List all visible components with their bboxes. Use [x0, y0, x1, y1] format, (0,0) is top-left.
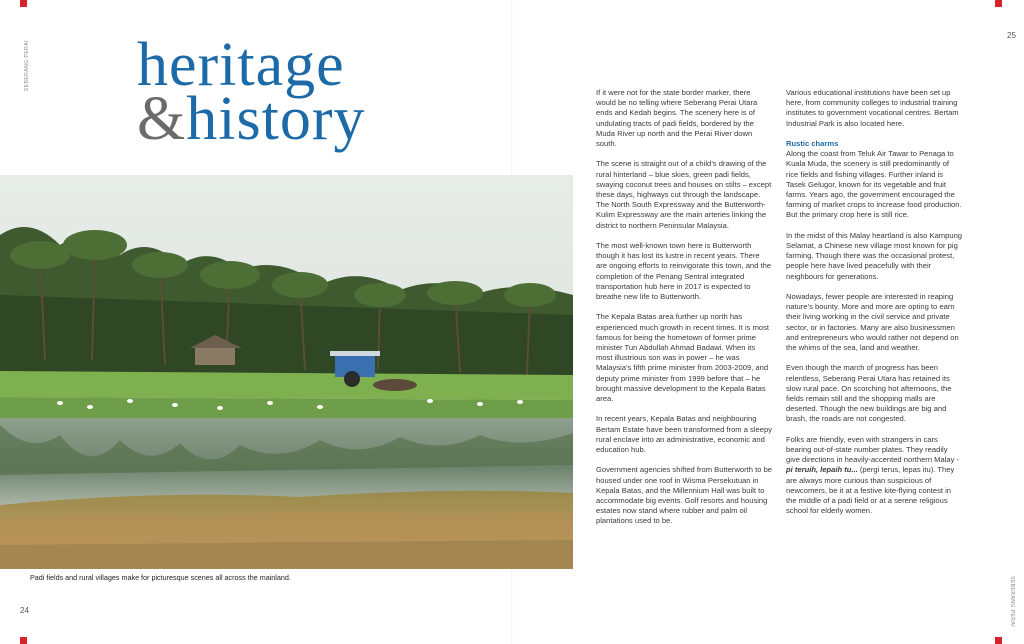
left-side-label: SEBERANG PERAI [24, 40, 30, 92]
title-ampersand: & [137, 85, 187, 153]
padi-field-photo [0, 175, 573, 569]
section-heading-rustic-charms: Rustic charms [786, 139, 839, 148]
left-page-number: 24 [20, 606, 29, 615]
column1-paragraph: If it were not for the state border marker, there would be no telling where Seberang Perai Utara ends and Kedah begins. The scenery here is of undulating tracts of padi fields, bordered by the Muda River up north and the Perai River down south. [596, 88, 758, 149]
column2-paragraph: Along the coast from Teluk Air Tawar to Penaga to Kuala Muda, the scenery is still predominantly of rice fields and fishing villages. Further inland is Tasek Gelugor, known for its vegetable and fruit farms. Years ago, the government encouraged the farming of market crops to increase food production. [786, 149, 962, 210]
column2-paragraph: Nowadays, fewer people are interested in reaping nature’s bounty. More and more are opting to earn their living working in the civil service and private sector, or in factories. Many are also businessmen and entrepreneurs who would rather not depend on the whims of the sea, land and weather. [786, 292, 959, 353]
right-page-number: 25 [1007, 31, 1016, 40]
article-column-2 [786, 88, 963, 527]
corner-mark-bottom-right [995, 637, 1002, 644]
title-line-history: history [186, 85, 366, 153]
column2-paragraph: Even though the march of progress has been relentless, Seberang Perai Utara has retained its slow rural pace. On scorching hot afternoons, the fields remain still and the shopping malls are deserted. Though the new buildings are big and brash, the roads are not congested. [786, 363, 952, 424]
column1-paragraph: The most well-known town here is Butterworth though it has lost its lustre in recent years. There are ongoing efforts to reinvigorate this town, and the completion of the Penang Sentral integrated transportation hub here in 2017 is expected to breathe new life to Butterworth. [596, 241, 772, 302]
column1-paragraph: In recent years, Kepala Batas and neighbouring Bertam Estate have been transformed from a sleepy rural enclave into an administrative, economic and education hub. [596, 414, 773, 455]
column2-paragraph [786, 435, 963, 517]
column1-paragraph: The Kepala Batas area further up north has experienced much growth in recent times. It is most famous for being the hometown of former prime minister Tun Abdullah Ahmad Badawi. When its most illustrious son was in power – he was Malaysia’s fifth prime minister from 2003-2009, and deputy prime minister from 1999 before that – he brought massive development to the Kepala Batas area. [596, 312, 770, 404]
column1-paragraph: Government agencies shifted from Butterworth to be housed under one roof in Wisma Persekutuan in Kepala Batas, and the Millennium Hall was built to accommodate big events. Golf resorts and housing estates now stand where rubber and palm oil plantations used to be. [596, 465, 773, 526]
corner-mark-top-right [995, 0, 1002, 7]
column1-paragraph: The scene is straight out of a child’s drawing of the rural hinterland – blue skies, green padi fields, swaying coconut trees and houses on stilts – except these days, highways cut through the landscape. The North South Expressway and the Butterworth-Kulim Expressway are the main arteries linking the district to northern Peninsular Malaysia. [596, 159, 772, 230]
column2-paragraph: Various educational institutions have been set up here, from community colleges to industrial training institutes to government vocational centres. Bertam Industrial Park is also located here. [786, 88, 959, 128]
corner-mark-bottom-left [20, 637, 27, 644]
right-side-label: SEBERANG PERAI [1009, 576, 1015, 628]
malay-phrase: pi teruih, lepaih tu... [786, 465, 858, 475]
corner-mark-top-left [20, 0, 27, 7]
column2-paragraph: In the midst of this Malay heartland is also Kampung Selamat, a Chinese new village most known for pig farming. Though there was the occasional protest, people here have lived peacefully with their neighbours for generations. [786, 230, 963, 281]
column2-text: (pergi terus, lepas itu). They are always more curious than suspicious of newcomers, be it at a festive kite-flying contest in the middle of a padi field or at a serene religious school for elderly women. [786, 465, 955, 516]
column2-text: Folks are friendly, even with strangers in cars bearing out-of-state number plates. They readily give directions in heavily-accented northern Malay - [786, 434, 960, 465]
column2-paragraph: But the primary crop here is still rice. [786, 210, 909, 220]
article-column-1 [596, 88, 772, 537]
photo-caption: Padi fields and rural villages make for picturesque scenes all across the mainland. [30, 573, 291, 582]
page-title [137, 31, 366, 153]
title-line-heritage: heritage [137, 31, 345, 99]
